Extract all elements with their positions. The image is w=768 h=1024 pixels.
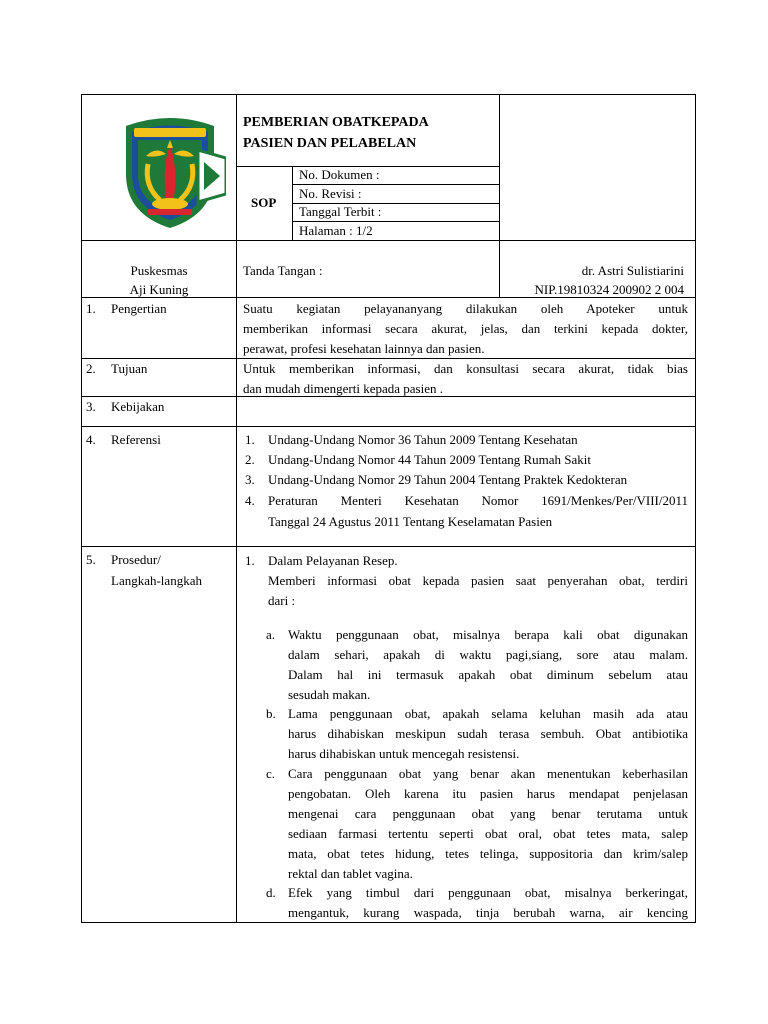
revision-field: No. Revisi : — [299, 186, 362, 201]
sub-item-text: harus dihabiskan untuk mencegah resistensi. — [288, 746, 520, 761]
reference-number: 2. — [245, 452, 255, 467]
sub-item-text: sesudah makan. — [288, 687, 371, 702]
sub-item-text: mengantuk, kurang waspada, tinja berubah warna, air kencing — [288, 905, 688, 920]
sub-item-text: mengenai cara penggunaan obat yang benar terutama untuk — [288, 806, 688, 821]
row-rule — [81, 426, 696, 427]
document-title: PASIEN DAN PELABELAN — [243, 136, 417, 151]
sub-item-text: rektal dan tablet vagina. — [288, 866, 413, 881]
step-text: Memberi informasi obat kepada pasien saat penyerahan obat, terdiri — [268, 573, 688, 588]
section-text: dan mudah dimengerti kepada pasien . — [243, 381, 443, 396]
section-text: Untuk memberikan informasi, dan konsultasi secara akurat, tidak bias — [243, 361, 688, 376]
sub-item-text: Lama penggunaan obat, apakah selama keluhan masih ada atau — [288, 706, 688, 721]
section-text: Suatu kegiatan pelayananyang dilakukan oleh Apoteker untuk — [243, 301, 688, 316]
sub-item-text: Cara penggunaan obat yang benar akan menentukan keberhasilan — [288, 766, 688, 781]
section-label: Tujuan — [111, 361, 148, 376]
section-number: 3. — [86, 399, 96, 414]
section-number: 1. — [86, 301, 96, 316]
sub-item-text: Waktu penggunaan obat, misalnya berapa kali obat digunakan — [288, 627, 688, 642]
column-divider — [236, 94, 237, 923]
sub-item-text: pengobatan. Oleh karena itu pasien harus mendapat penjelasan — [288, 786, 688, 801]
sub-item-letter: b. — [266, 706, 276, 721]
sop-label: SOP — [251, 195, 277, 210]
section-label: Pengertian — [111, 301, 167, 316]
step-title: Dalam Pelayanan Resep. — [268, 553, 398, 568]
section-text: perawat, profesi kesehatan lainnya dan pasien. — [243, 341, 485, 356]
document-title: PEMBERIAN OBATKEPADA — [243, 115, 429, 130]
row-rule — [81, 546, 696, 547]
organization-name: Puskesmas — [130, 263, 188, 278]
doc-number-field: No. Dokumen : — [299, 167, 380, 182]
reference-number: 1. — [245, 432, 255, 447]
issue-date-field: Tanggal Terbit : — [299, 204, 382, 219]
table-border-left — [81, 94, 82, 923]
sub-item-letter: a. — [266, 627, 276, 642]
reference-item: Undang-Undang Nomor 29 Tahun 2004 Tentang Praktek Kedokteran — [268, 472, 628, 487]
header-bottom-rule — [81, 240, 696, 241]
sub-item-letter: c. — [266, 766, 276, 781]
regency-logo — [120, 116, 226, 231]
step-number: 1. — [245, 553, 255, 568]
sub-item-text: mata, obat tetes hidung, tetes telinga, suppositoria dan krim/salep — [288, 846, 688, 861]
sub-item-text: Efek yang timbul dari penggunaan obat, misalnya berkeringat, — [288, 885, 688, 900]
section-text: memberikan informasi secara akurat, jelas, dan terkini kepada dokter, — [243, 321, 688, 336]
section-label: Langkah-langkah — [111, 573, 202, 588]
page-field: Halaman : 1/2 — [299, 223, 373, 238]
section-label: Prosedur/ — [111, 552, 161, 567]
step-text: dari : — [268, 593, 296, 608]
reference-item: Undang-Undang Nomor 44 Tahun 2009 Tentang Rumah Sakit — [268, 452, 592, 467]
section-number: 2. — [86, 361, 96, 376]
signature-label: Tanda Tangan : — [243, 263, 323, 278]
sub-item-letter: d. — [266, 885, 276, 900]
organization-name: Aji Kuning — [129, 282, 189, 297]
reference-item: Undang-Undang Nomor 36 Tahun 2009 Tentang Kesehatan — [268, 432, 578, 447]
signatory-nip: NIP.19810324 200902 2 004 — [534, 282, 684, 297]
sub-item-text: harus dihabiskan meskipun sudah terasa sembuh. Obat antibiotika — [288, 726, 688, 741]
table-border-top — [81, 94, 696, 95]
section-label: Referensi — [111, 432, 161, 447]
section-number: 4. — [86, 432, 96, 447]
sub-item-text: Dalam hal ini termasuk apakah obat diminum sebelum atau — [288, 667, 688, 682]
reference-number: 4. — [245, 493, 255, 508]
reference-item: Peraturan Menteri Kesehatan Nomor 1691/Menkes/Per/VIII/2011 — [268, 493, 688, 508]
section-label: Kebijakan — [111, 399, 165, 414]
sub-item-text: dalam sehari, apakah di waktu pagi,siang, sore atau malam. — [288, 647, 688, 662]
section-number: 5. — [86, 552, 96, 567]
signatory-name: dr. Astri Sulistiarini — [581, 263, 684, 278]
sub-item-text: sediaan farmasi tertentu seperti obat oral, obat tetes mata, salep — [288, 826, 688, 841]
reference-item: Tanggal 24 Agustus 2011 Tentang Keselamatan Pasien — [268, 514, 553, 529]
table-border-right — [695, 94, 696, 923]
reference-number: 3. — [245, 472, 255, 487]
